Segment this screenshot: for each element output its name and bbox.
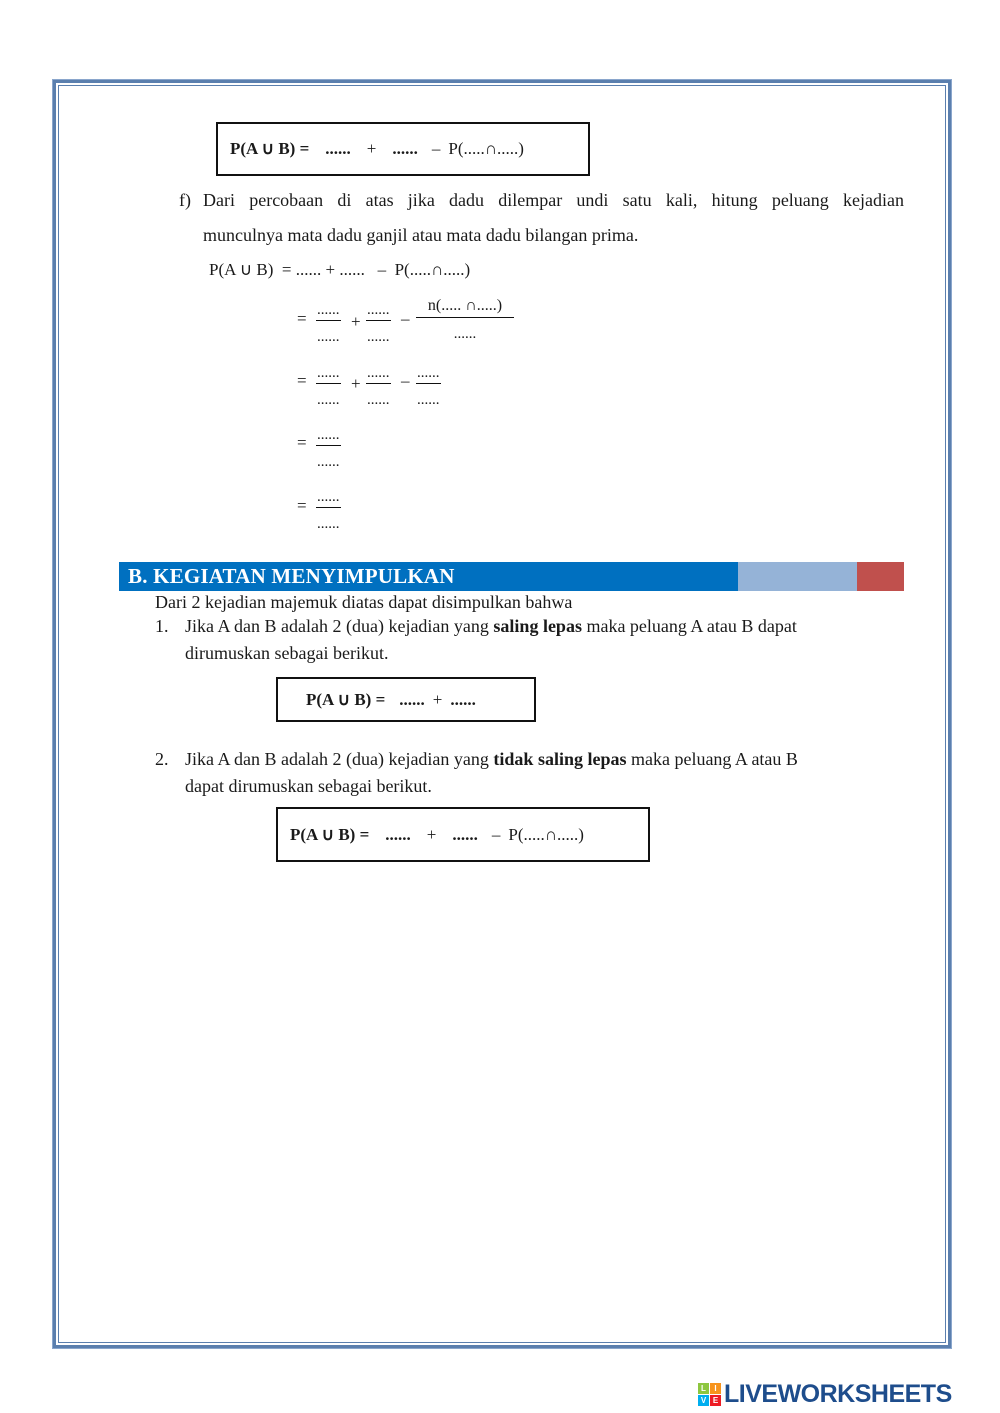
fraction-5-num[interactable]: ...... xyxy=(316,489,341,508)
box1-blank-1[interactable]: ...... xyxy=(399,689,425,709)
item-2-line1 xyxy=(185,749,798,770)
item-1-bold: saling lepas xyxy=(493,616,582,636)
fraction-5[interactable] xyxy=(316,489,341,532)
work-eq-2: = xyxy=(297,309,307,328)
box2-minus: – xyxy=(491,824,501,844)
item-1-post: maka peluang A atau B dapat xyxy=(581,616,797,636)
fraction-3a-num[interactable]: ...... xyxy=(316,365,341,384)
fraction-2c[interactable] xyxy=(416,298,514,342)
box2-plus: + xyxy=(426,824,437,844)
fraction-4[interactable] xyxy=(316,427,341,470)
box2-lhs: P(A ∪ B) = xyxy=(290,824,370,844)
item-1-line2: dirumuskan sebagai berikut. xyxy=(185,643,389,663)
section-bar-mid xyxy=(738,562,857,591)
box2-tail[interactable]: P(.....∩.....) xyxy=(508,824,584,844)
box2-blank-1[interactable]: ...... xyxy=(385,824,411,844)
fraction-2c-den[interactable]: ...... xyxy=(453,326,477,342)
fraction-2a-den[interactable]: ...... xyxy=(317,329,340,345)
fraction-3c-den[interactable]: ...... xyxy=(417,392,440,408)
formula-tail[interactable]: P(.....∩.....) xyxy=(448,139,524,158)
box1-plus: + xyxy=(432,689,443,709)
work-eq-5: = xyxy=(297,496,307,515)
fraction-3c[interactable] xyxy=(416,365,441,408)
question-f-line1: Dari percobaan di atas jika dadu dilempar undi satu kali, hitung peluang kejadian xyxy=(203,190,904,210)
section-b-title: B. KEGIATAN MENYIMPULKAN xyxy=(128,564,455,588)
item-1-line1 xyxy=(185,616,797,637)
fraction-3b-num[interactable]: ...... xyxy=(366,365,391,384)
fraction-5-den[interactable]: ...... xyxy=(317,516,340,532)
formula-blank-1[interactable]: ...... xyxy=(325,139,351,158)
work-eq-4: = xyxy=(297,433,307,452)
item-2-post: maka peluang A atau B xyxy=(626,749,798,769)
fraction-3b[interactable] xyxy=(366,365,391,408)
logo-cell-i: I xyxy=(710,1383,721,1394)
formula-plus: + xyxy=(366,139,377,158)
fraction-4-den[interactable]: ...... xyxy=(317,454,340,470)
fraction-4-num[interactable]: ...... xyxy=(316,427,341,446)
fraction-3a-den[interactable]: ...... xyxy=(317,392,340,408)
item-1-number: 1. xyxy=(155,616,169,636)
logo-cell-e: E xyxy=(710,1395,721,1406)
liveworksheets-logo[interactable] xyxy=(698,1378,952,1410)
box1-lhs: P(A ∪ B) = xyxy=(306,689,386,709)
work-eq-3: = xyxy=(297,371,307,390)
box1-blank-2[interactable]: ...... xyxy=(450,689,476,709)
formula-minus: – xyxy=(431,139,441,158)
formula-box-1 xyxy=(276,677,536,722)
section-b-intro: Dari 2 kejadian majemuk diatas dapat disimpulkan bahwa xyxy=(155,592,573,612)
formula-lhs: P(A ∪ B) = xyxy=(230,139,310,158)
work-minus-2: – xyxy=(401,309,410,328)
logo-cell-l: L xyxy=(698,1383,709,1394)
item-1-pre: Jika A dan B adalah 2 (dua) kejadian yang xyxy=(185,616,494,636)
work-plus-3: + xyxy=(351,374,361,393)
item-2-line2: dapat dirumuskan sebagai berikut. xyxy=(185,776,432,796)
fraction-2b[interactable] xyxy=(366,302,391,345)
section-bar-end xyxy=(857,562,904,591)
fraction-2a-num[interactable]: ...... xyxy=(316,302,341,321)
fraction-2c-num[interactable]: n(..... ∩.....) xyxy=(416,298,514,318)
fraction-3b-den[interactable]: ...... xyxy=(367,392,390,408)
logo-grid-icon xyxy=(698,1383,721,1406)
work-plus-2: + xyxy=(351,312,361,331)
logo-text: LIVEWORKSHEETS xyxy=(724,1379,952,1408)
work-line-1[interactable]: P(A ∪ B) = ...... + ...... – P(.....∩.....) xyxy=(209,260,471,279)
logo-cell-v: V xyxy=(698,1395,709,1406)
formula-blank-2[interactable]: ...... xyxy=(392,139,418,158)
item-2-pre: Jika A dan B adalah 2 (dua) kejadian yang xyxy=(185,749,494,769)
work-minus-3: – xyxy=(401,371,410,390)
question-f-line2: munculnya mata dadu ganjil atau mata dadu bilangan prima. xyxy=(203,225,639,245)
fraction-3c-num[interactable]: ...... xyxy=(416,365,441,384)
box2-blank-2[interactable]: ...... xyxy=(452,824,478,844)
question-f-marker: f) xyxy=(179,190,191,210)
fraction-2b-num[interactable]: ...... xyxy=(366,302,391,321)
item-2-bold: tidak saling lepas xyxy=(493,749,627,769)
fraction-2b-den[interactable]: ...... xyxy=(367,329,390,345)
fraction-2a[interactable] xyxy=(316,302,341,345)
fraction-3a[interactable] xyxy=(316,365,341,408)
formula-box-2 xyxy=(276,807,650,862)
item-2-number: 2. xyxy=(155,749,169,769)
formula-box-top xyxy=(216,122,590,176)
